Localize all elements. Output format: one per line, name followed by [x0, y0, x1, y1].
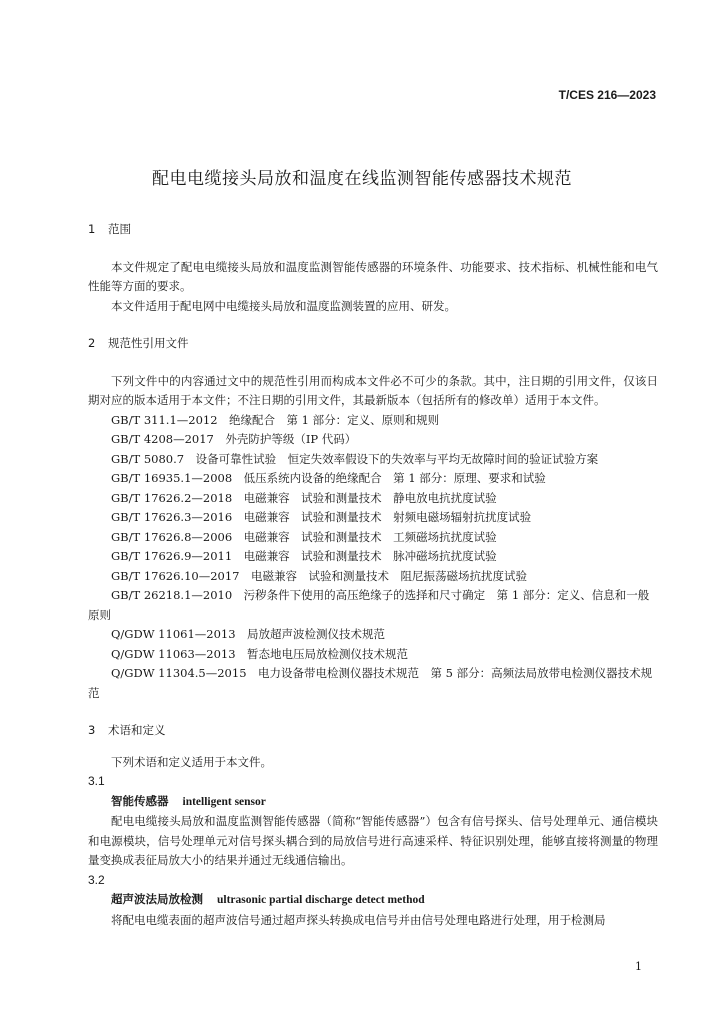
section-1-title: 范围	[108, 222, 131, 236]
reference-item: Q/GDW 11061—2013 局放超声波检测仪技术规范	[111, 627, 386, 641]
reference-item: Q/GDW 11304.5—2015 电力设备带电检测仪器技术规范 第 5 部分：高频法局放带电检测仪器技术规范	[88, 666, 653, 700]
section-1-paragraph-1: 本文件规定了配电电缆接头局放和温度监测智能传感器的环境条件、功能要求、技术指标、机械性能和电气性能等方面的要求。	[88, 259, 658, 293]
section-2-heading	[88, 334, 658, 354]
section-2-number: 2	[88, 336, 96, 350]
document-title: 配电电缆接头局放和温度在线监测智能传感器技术规范	[152, 169, 572, 189]
section-1-number: 1	[88, 222, 96, 236]
reference-item: GB/T 311.1—2012 绝缘配合 第 1 部分：定义、原则和规则	[111, 412, 440, 427]
reference-item: GB/T 26218.1—2010 污秽条件下使用的高压绝缘子的选择和尺寸确定 第 1 部分：定义、信息和一般原则	[88, 588, 650, 622]
term-3-1-english: intelligent sensor	[182, 795, 266, 808]
standard-number: T/CES 216—2023	[558, 88, 656, 102]
reference-item: GB/T 17626.8—2006 电磁兼容 试验和测量技术 工频磁场抗扰度试验	[111, 529, 497, 544]
section-2-title: 规范性引用文件	[108, 336, 189, 350]
section-2-intro: 下列文件中的内容通过文中的规范性引用而构成本文件必不可少的条款。其中，注日期的引用文件，仅该日期对应的版本适用于本文件；不注日期的引用文件，其最新版本（包括所有的修改单）适用于本文件。	[88, 373, 658, 407]
term-3-2-chinese: 超声波法局放检测	[111, 892, 203, 906]
reference-item: GB/T 5080.7 设备可靠性试验 恒定失效率假设下的失效率与平均无故障时间的验证试验方案	[111, 451, 599, 466]
reference-list	[88, 411, 658, 704]
term-3-2-english: ultrasonic partial discharge detect method	[217, 894, 425, 906]
section-1-heading	[88, 220, 658, 240]
reference-item: GB/T 17626.3—2016 电磁兼容 试验和测量技术 射频电磁场辐射抗扰度试验	[111, 510, 532, 524]
term-3-2-definition: 将配电电缆表面的超声波信号通过超声探头转换成电信号并由信号处理电路进行处理，用于检测局	[111, 912, 606, 927]
section-3-heading	[88, 721, 658, 741]
term-3-1-definition: 配电电缆接头局放和温度监测智能传感器（简称“智能传感器”）包含有信号探头、信号处理单元、通信模块和电源模块，信号处理单元对信号探头耦合到的局放信号进行高速采样、特征识别处理，能够直接将测量的物理量变换成表征局放大小的结果并通过无线通信输出。	[88, 814, 658, 867]
section-3-number: 3	[88, 723, 96, 737]
term-3-2-heading	[88, 890, 658, 911]
section-3-intro: 下列术语和定义适用于本文件。	[111, 754, 272, 769]
term-3-2-number: 3.2	[88, 872, 105, 887]
reference-item: GB/T 17626.9—2011 电磁兼容 试验和测量技术 脉冲磁场抗扰度试验	[111, 549, 497, 563]
reference-item: GB/T 17626.10—2017 电磁兼容 试验和测量技术 阻尼振荡磁场抗扰度试验	[111, 568, 527, 583]
term-3-1-chinese: 智能传感器	[111, 793, 169, 808]
reference-item: GB/T 16935.1—2008 低压系统内设备的绝缘配合 第 1 部分：原理、要求和试验	[111, 471, 546, 485]
term-3-1-heading	[88, 792, 658, 813]
section-1-paragraph-2: 本文件适用于配电网中电缆接头局放和温度监测装置的应用、研发。	[111, 298, 456, 313]
page-number: 1	[635, 960, 642, 973]
document-body	[88, 220, 658, 930]
term-3-1-number: 3.1	[88, 774, 105, 788]
reference-item: Q/GDW 11063—2013 暂态地电压局放检测仪技术规范	[111, 646, 409, 661]
reference-item: GB/T 4208—2017 外壳防护等级（IP 代码）	[111, 432, 357, 446]
section-3-title: 术语和定义	[108, 723, 166, 737]
reference-item: GB/T 17626.2—2018 电磁兼容 试验和测量技术 静电放电抗扰度试验	[111, 490, 497, 505]
